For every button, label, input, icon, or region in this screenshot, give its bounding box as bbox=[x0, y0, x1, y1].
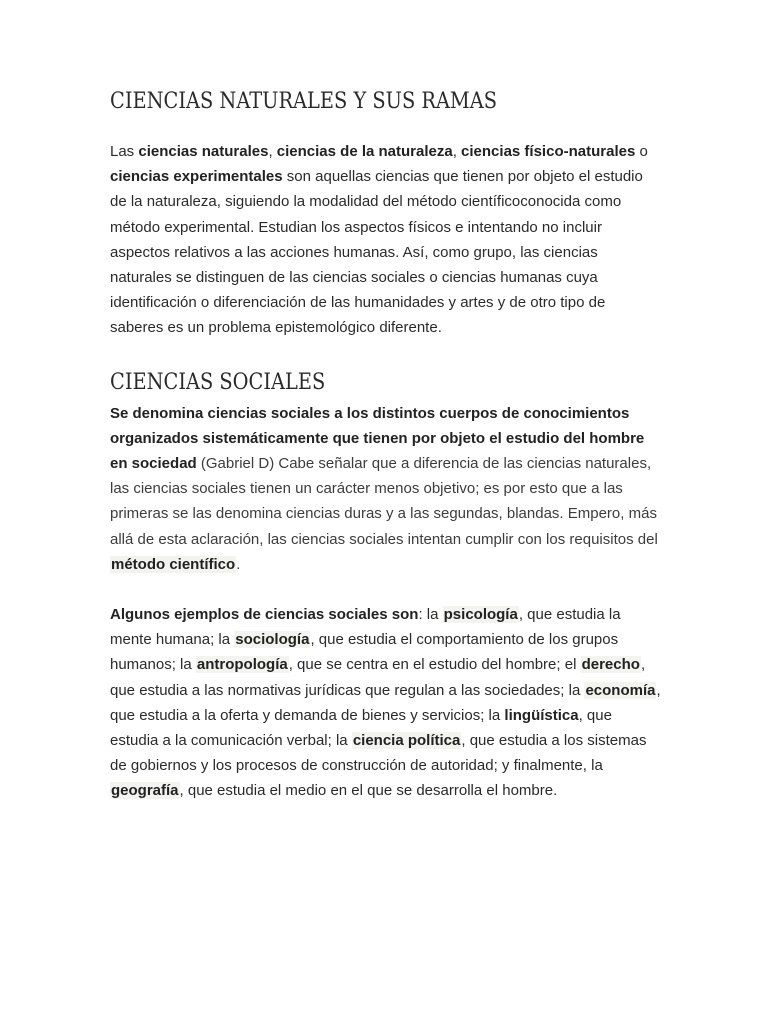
bold-linguistica: lingüística bbox=[504, 706, 579, 724]
link-metodo-cientifico[interactable]: método científico bbox=[111, 555, 236, 573]
bold-definition: Se denomina ciencias sociales a los distintos cuerpos de conocimientos organizados sistemáticamente que tienen por objeto el estudio del hombre en sociedad bbox=[110, 404, 645, 473]
text-run: Las bbox=[110, 143, 139, 160]
link-psicologia[interactable]: psicología bbox=[443, 606, 518, 624]
text-run: , que estudia a los sistemas de gobiernos y los procesos de construcción de autoridad; y finalmente, la bbox=[110, 732, 647, 775]
paragraph-ciencias-sociales bbox=[110, 401, 662, 577]
text-run: , que estudia el comportamiento de los grupos humanos; la bbox=[110, 631, 619, 674]
heading-ciencias-sociales: CIENCIAS SOCIALES bbox=[110, 369, 326, 395]
text-run: (Gabriel D) Cabe señalar que a diferencia de las ciencias naturales, las ciencias sociales tienen un carácter menos objetivo; es por esto que a las primeras se las denomina ciencias duras y a las segundas, blandas. Empero, más allá de esta aclaración, las ciencias sociales intentan cumplir con los requisitos del bbox=[110, 455, 658, 548]
link-sociologia[interactable]: sociología bbox=[235, 631, 310, 649]
link-ciencia-politica[interactable]: ciencia política bbox=[352, 732, 461, 750]
text-run: : la bbox=[418, 606, 443, 624]
text-run: , que se centra en el estudio del hombre; el bbox=[288, 656, 581, 674]
paragraph-ejemplos bbox=[110, 602, 662, 804]
bold-intro: Algunos ejemplos de ciencias sociales son bbox=[110, 606, 419, 624]
text-run: , que estudia a la comunicación verbal; la bbox=[110, 706, 612, 750]
text-run: , que estudia a las normativas jurídicas que regulan a las sociedades; la bbox=[110, 656, 646, 699]
bold-term: ciencias naturales bbox=[138, 143, 269, 160]
document-page bbox=[110, 86, 662, 804]
link-geografia[interactable]: geografía bbox=[111, 782, 179, 800]
text-run: , bbox=[452, 143, 462, 160]
text-run: . bbox=[236, 555, 241, 573]
text-run: , bbox=[268, 143, 277, 160]
heading-ciencias-naturales: CIENCIAS NATURALES Y SUS RAMAS bbox=[110, 89, 498, 114]
text-run: o bbox=[635, 143, 648, 160]
text-run: , que estudia la mente humana; la bbox=[110, 606, 621, 649]
link-antropologia[interactable]: antropología bbox=[196, 656, 288, 674]
link-derecho[interactable]: derecho bbox=[581, 656, 640, 674]
bold-term: ciencias de la naturaleza bbox=[276, 143, 453, 160]
text-run: , que estudia a la oferta y demanda de bienes y servicios; la bbox=[110, 681, 661, 724]
paragraph-ciencias-naturales bbox=[110, 139, 662, 341]
text-run: , que estudia el medio en el que se desarrolla el hombre. bbox=[179, 782, 558, 800]
bold-term: ciencias físico-naturales bbox=[461, 143, 636, 160]
text-run: son aquellas ciencias que tienen por objeto el estudio de la naturaleza, siguiendo la modalidad del método científicoconocida como método experimental. Estudian los aspectos físicos e intentando no incluir aspectos relativos a las acciones humanas. Así, como grupo, las ciencias naturales se distinguen de las ciencias sociales o ciencias humanas cuya identificación o diferenciación de las humanidades y artes y de otro tipo de saberes es un problema epistemológico diferente. bbox=[110, 168, 643, 337]
link-economia[interactable]: economía bbox=[585, 681, 656, 699]
bold-term: ciencias experimentales bbox=[110, 168, 283, 186]
